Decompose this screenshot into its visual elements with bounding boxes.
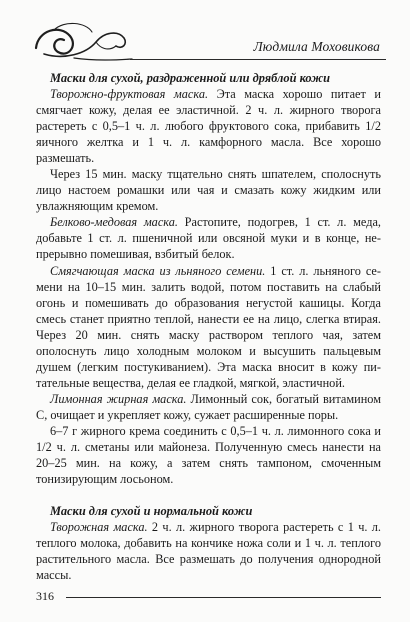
page-number: 316 (36, 589, 54, 603)
running-header (34, 18, 386, 62)
paragraph (36, 519, 381, 583)
flourish-ornament-icon (34, 18, 154, 62)
page-body (36, 70, 381, 583)
recipe-title: Белково-медовая маска. (50, 215, 178, 230)
recipe-title: Творожно-фруктовая маска. (50, 87, 209, 101)
paragraph (36, 86, 381, 166)
section-heading: Маски для сухой, раздраженной или дряблой кожи (50, 71, 330, 85)
running-header-author: Людмила Моховикова (253, 39, 380, 54)
paragraph-text: Эта маска хорошо питает и смягчает кожу, делая ее эластичной. 2 ч. л. жирного творога растереть с 0,5–1 ч. л. любого фруктового сока, прибавить 1/2 яичного желтка и 1 ч. л. камфорного масла. Все хорошо размешать. (36, 87, 381, 166)
paragraph-text: 2 ч. л. жирного творога растереть с 1 ч. л. теплого молока, добавить на кончике ножа соли и 1 ч. л. теплого растительного масла. Все размешать до получения однородной массы. (36, 520, 381, 583)
paragraph (36, 391, 381, 423)
header-rule (130, 59, 386, 60)
paragraph-text: Растопите, подогрев, 1 ст. л. меда, добавьте 1 ст. л. пшеничной или овсяной муки и в конце, непрерывно помешивая, взбитый белок. (36, 215, 381, 262)
recipe-title: Творожная маска. (50, 520, 148, 535)
recipe-title: Лимонная жирная маска. (50, 391, 187, 406)
section-spacer (36, 487, 381, 503)
paragraph-text: 6–7 г жирного крема соединить с 0,5–1 ч. л. лимонного сока и 1/2 ч. л. сметаны или майонеза. Полученную смесь нанести на 20–25 мин. на кожу, а затем снять тампоном, смоченным тонизирующим лосьоном. (36, 423, 381, 487)
paragraph-text: Лимонный сок, богатый витамином С, очищает и укрепляет кожу, сужает расширенные поры. (36, 391, 381, 422)
footer-rule (66, 597, 381, 598)
paragraph (36, 423, 381, 487)
page-footer (36, 589, 381, 605)
paragraph (36, 263, 381, 391)
section-heading: Маски для сухой и нормальной кожи (50, 504, 253, 519)
paragraph-text: 1 ст. л. льняного семени на 10–15 мин. залить водой, потом поставить на слабый огонь и помешивать до образования негустой кашицы. Когда смесь станет приятно теплой, нанести ее на лицо, слегка втирая. Через 20 мин. снять маску раствором теплого чая, затем ополоснуть лицо холодным молоком и высушить пальцевым душем (легким постукиванием). Эта маска вносит в кожу питательные вещества, делая ее гладкой, мягкой, эластичной. (36, 263, 381, 390)
paragraph-text: Через 15 мин. маску тщательно снять шпателем, сполоснуть лицо настоем ромашки или чая и смазать кожу жидким или увлажняющим кремом. (36, 167, 381, 214)
paragraph (36, 166, 381, 214)
recipe-title: Смягчающая маска из льняного семени. (50, 263, 266, 278)
paragraph (36, 214, 381, 262)
